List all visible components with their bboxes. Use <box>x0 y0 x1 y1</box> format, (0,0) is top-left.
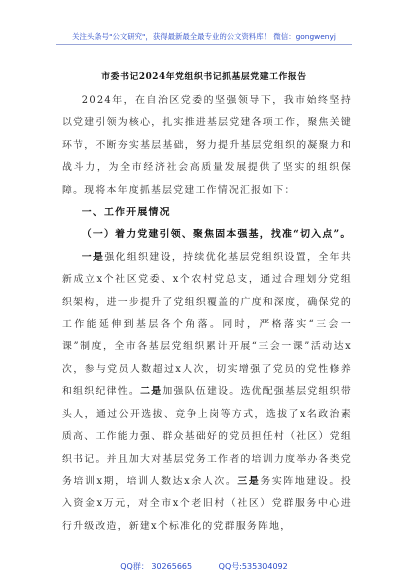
qq-group: QQ群： 30265665 <box>120 562 193 571</box>
paragraph-lead-1: 一是 <box>81 251 105 263</box>
paragraph-lead-2: 二是 <box>140 386 163 398</box>
paragraph-text-3: 务实阵地建设。投入资金x万元，对全市x个老旧村（社区）党群服务中心进行升级改造，新建x个标准化的党群服务阵地， <box>62 475 352 532</box>
document-body <box>62 90 352 538</box>
body-paragraph <box>62 247 352 538</box>
paragraph-lead-3: 三是 <box>237 475 261 487</box>
contact-footer <box>0 561 408 572</box>
promo-banner-text[interactable]: 关注头条号"公文研究"，获得最新最全最专业的公文资料库！ 微信：gongwenyj <box>72 32 336 41</box>
promo-banner[interactable] <box>0 31 408 42</box>
section-heading: 一、工作开展情况 <box>81 207 171 219</box>
document-title: 市委书记2024年党组织书记抓基层党建工作报告 <box>101 72 307 82</box>
intro-paragraph: 2024年，在自治区党委的坚强领导下，我市始终坚持以党建引领为核心，扎实推进基层党建各项工作，聚焦关键环节，不断夯实基层基础，努力提升基层党组织的凝聚力和战斗力，为全市经济社会高质量发展提供了坚实的组织保障。现将本年度抓基层党建工作情况汇报如下： <box>62 95 352 196</box>
paragraph-text-1: 强化组织建设，持续优化基层党组织设置，全年共新成立x个社区党委、x个农村党总支，通过合理划分党组织架构，进一步提升了党组织覆盖的广度和深度，确保党的工作能延伸到基层各个角落。同时，严格落实“三会一课”制度，全市各基层党组织累计开展“三会一课”活动达x次，参与党员人数超过x人次，切实增强了党员的党性修养和组织纪律性。 <box>62 251 352 398</box>
subsection-heading: （一）着力党建引领、聚焦固本强基，找准“切入点”。 <box>81 229 352 241</box>
qq-number: QQ号:535304092 <box>218 562 288 571</box>
paragraph-text-2: 加强队伍建设。选优配强基层党组织带头人，通过公开选拔、竞争上岗等方式，选拔了x名政治素质高、工作能力强、群众基础好的党员担任村（社区）党组织书记。并且加大对基层党务工作者的培训力度举办各类党务培训x期，培训人数达x余人次。 <box>62 386 352 487</box>
banner-divider <box>56 44 352 45</box>
